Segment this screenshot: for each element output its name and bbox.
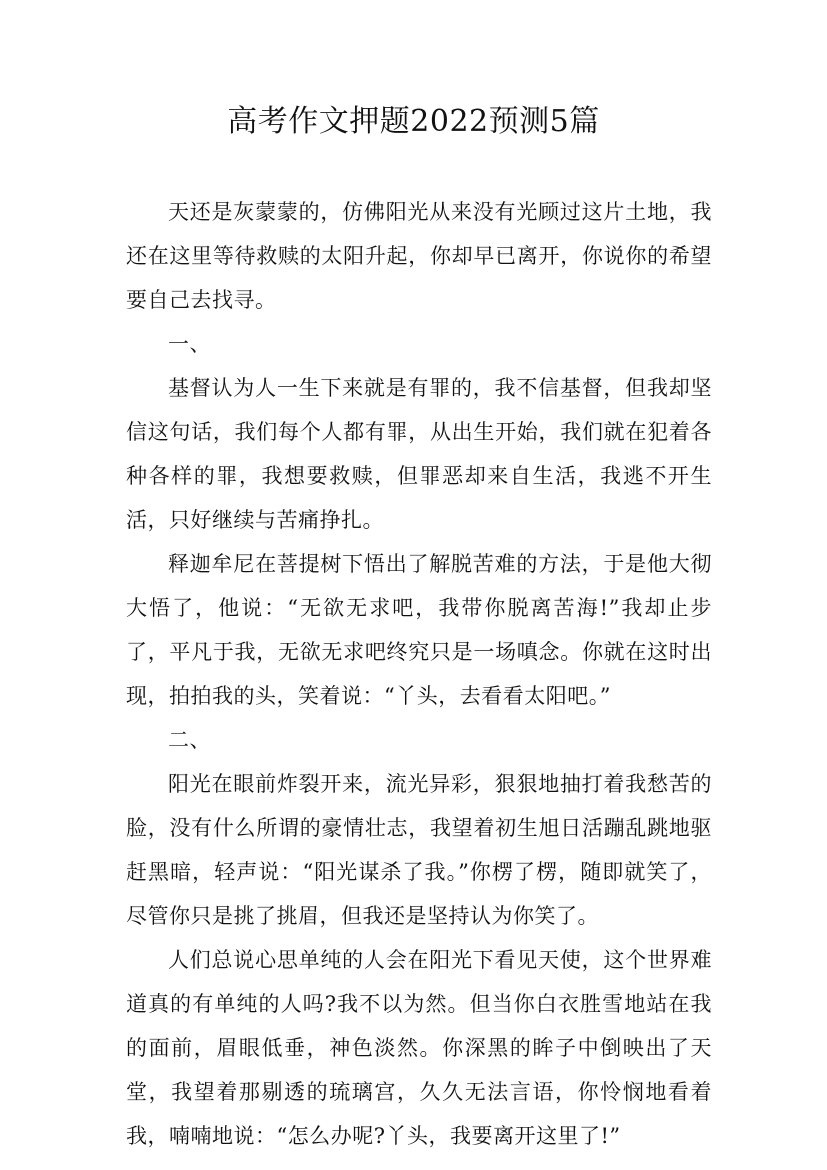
paragraph-sunlight: 阳光在眼前炸裂开来，流光异彩，狠狠地抽打着我愁苦的脸，没有什么所谓的豪情壮志，我望着初生旭日活蹦乱跳地驱赶黑暗，轻声说：“阳光谋杀了我。”你楞了楞，随即就笑了，尽管你只是挑了挑眉，但我还是坚持认为你笑了。 bbox=[126, 772, 712, 928]
paragraph-buddha: 释迦牟尼在菩提树下悟出了解脱苦难的方法，于是他大彻大悟了，他说：“无欲无求吧，我带你脱离苦海!”我却止步了，平凡于我，无欲无求吧终究只是一场嗔念。你就在这时出现，拍拍我的头，笑着说：“丫头，去看看太阳吧。” bbox=[126, 552, 712, 708]
section-heading-1: 一、 bbox=[168, 332, 211, 356]
paragraph-intro: 天还是灰蒙蒙的，仿佛阳光从来没有光顾过这片土地，我还在这里等待救赎的太阳升起，你却早已离开，你说你的希望要自己去找寻。 bbox=[126, 200, 712, 312]
document-body bbox=[126, 190, 712, 1158]
paragraph-angel: 人们总说心思单纯的人会在阳光下看见天使，这个世界难道真的有单纯的人吗?我不以为然。但当你白衣胜雪地站在我的面前，眉眼低垂，神色淡然。你深黑的眸子中倒映出了天堂，我望着那剔透的琉璃宫，久久无法言语，你怜悯地看着我，喃喃地说：“怎么办呢?丫头，我要离开这里了!” bbox=[126, 948, 712, 1148]
section-heading-2: 二、 bbox=[168, 728, 211, 752]
paragraph-christ: 基督认为人一生下来就是有罪的，我不信基督，但我却坚信这句话，我们每个人都有罪，从出生开始，我们就在犯着各种各样的罪，我想要救赎，但罪恶却来自生活，我逃不开生活，只好继续与苦痛挣扎。 bbox=[126, 376, 712, 532]
document-title: 高考作文押题2022预测5篇 bbox=[227, 104, 600, 139]
